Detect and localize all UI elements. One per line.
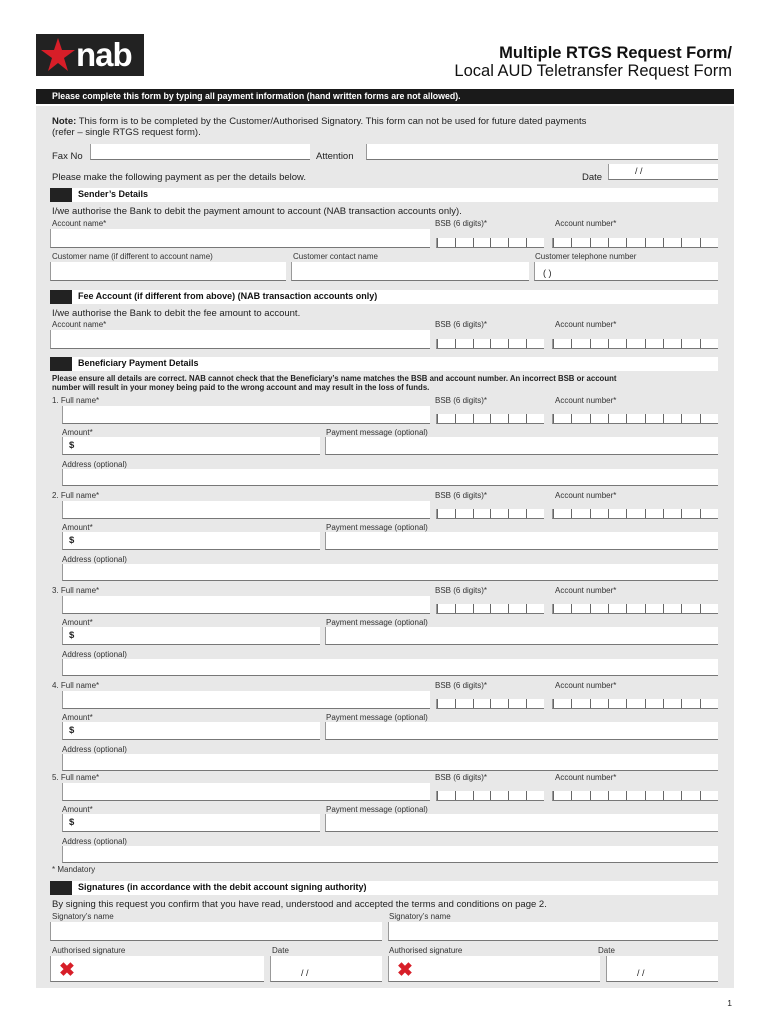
digit-cell — [437, 414, 455, 423]
note-label: Note: — [52, 116, 77, 127]
digit-cell — [508, 509, 526, 518]
beneficiary-1-bsb-label: BSB (6 digits)* — [435, 396, 488, 405]
date-label: Date — [582, 172, 603, 183]
beneficiary-5-account-number-input[interactable] — [552, 791, 718, 801]
sender-authorise: I/we authorise the Bank to debit the payment amount to account (NAB transaction accounts only). — [52, 206, 462, 217]
form-subtitle: Local AUD Teletransfer Request Form — [454, 62, 732, 80]
beneficiary-2-amount-input[interactable] — [62, 532, 320, 550]
digit-cell — [526, 699, 544, 708]
fee-account-number-input[interactable] — [552, 339, 718, 349]
beneficiary-4-full-name-input[interactable] — [62, 691, 430, 709]
digit-cell — [508, 791, 526, 800]
beneficiary-3-payment-message-input[interactable] — [325, 627, 718, 645]
beneficiary-3-account-number-input[interactable] — [552, 604, 718, 614]
telephone-label: Customer telephone number — [535, 252, 637, 261]
section-marker — [50, 881, 72, 895]
senders-details-heading — [50, 188, 718, 202]
signature-date-label-2: Date — [598, 946, 615, 955]
digit-cell — [553, 699, 571, 708]
digit-cell — [645, 699, 663, 708]
mandatory-note: * Mandatory — [52, 865, 96, 874]
contact-name-input[interactable] — [291, 262, 529, 281]
customer-name-label: Customer name (if different to account name) — [52, 252, 213, 261]
signatory-name-label-1: Signatory’s name — [52, 912, 114, 921]
beneficiary-2-amount-label: Amount* — [62, 523, 93, 532]
fee-authorise: I/we authorise the Bank to debit the fee amount to account. — [52, 308, 301, 319]
digit-cell — [437, 604, 455, 613]
digit-cell — [553, 509, 571, 518]
beneficiary-4-address-input[interactable] — [62, 754, 718, 771]
fax-input[interactable] — [90, 144, 310, 160]
digit-cell — [645, 791, 663, 800]
date-slashes: / / — [301, 968, 309, 978]
beneficiary-3-amount-label: Amount* — [62, 618, 93, 627]
digit-cell — [437, 699, 455, 708]
signature-date-input-1[interactable] — [270, 956, 382, 982]
digit-cell — [508, 699, 526, 708]
section-title: Signatures (in accordance with the debit account signing authority) — [78, 882, 367, 892]
sender-bsb-input[interactable] — [436, 238, 544, 248]
attention-label: Attention — [316, 151, 354, 162]
digit-cell — [571, 414, 589, 423]
sender-account-number-label: Account number* — [555, 219, 617, 228]
digit-cell — [681, 791, 699, 800]
digit-cell — [700, 604, 718, 613]
digit-cell — [473, 414, 491, 423]
signature-date-input-2[interactable] — [606, 956, 718, 982]
beneficiary-3-bsb-label: BSB (6 digits)* — [435, 586, 488, 595]
beneficiary-2-account-number-label: Account number* — [555, 491, 617, 500]
section-title: Fee Account (if different from above) (NAB transaction accounts only) — [78, 291, 378, 301]
digit-cell — [645, 604, 663, 613]
digit-cell — [700, 509, 718, 518]
beneficiary-2-address-input[interactable] — [62, 564, 718, 581]
digit-cell — [590, 604, 608, 613]
beneficiary-4-account-number-input[interactable] — [552, 699, 718, 709]
logo-wordmark: nab — [76, 36, 132, 73]
digit-cell — [490, 414, 508, 423]
beneficiary-1-address-label: Address (optional) — [62, 460, 127, 469]
beneficiary-2-bsb-label: BSB (6 digits)* — [435, 491, 488, 500]
beneficiary-4-full-name-label: 4. Full name* — [52, 681, 100, 690]
digit-cell — [700, 699, 718, 708]
currency-symbol: $ — [69, 630, 75, 641]
digit-cell — [626, 604, 644, 613]
authorised-signature-label-1: Authorised signature — [52, 946, 126, 955]
digit-cell — [590, 509, 608, 518]
digit-cell — [508, 604, 526, 613]
digit-cell — [681, 509, 699, 518]
beneficiary-5-address-label: Address (optional) — [62, 837, 127, 846]
beneficiary-1-payment-message-label: Payment message (optional) — [326, 428, 428, 437]
note-body-2: (refer – single RTGS request form). — [52, 127, 201, 138]
fee-account-name-input[interactable] — [50, 330, 430, 349]
digit-cell — [663, 509, 681, 518]
beneficiary-1-amount-label: Amount* — [62, 428, 93, 437]
authorised-signature-label-2: Authorised signature — [389, 946, 463, 955]
digit-cell — [473, 509, 491, 518]
digit-cell — [590, 414, 608, 423]
beneficiary-1-account-number-input[interactable] — [552, 414, 718, 424]
beneficiary-3-payment-message-label: Payment message (optional) — [326, 618, 428, 627]
digit-cell — [526, 414, 544, 423]
digit-cell — [681, 604, 699, 613]
sender-bsb-label: BSB (6 digits)* — [435, 219, 488, 228]
date-slashes: / / — [637, 968, 645, 978]
digit-cell — [645, 414, 663, 423]
digit-cell — [437, 791, 455, 800]
section-marker — [50, 357, 72, 371]
digit-cell — [608, 791, 626, 800]
signatory-name-label-2: Signatory’s name — [389, 912, 451, 921]
warning-line: Please ensure all details are correct. NAB cannot check that the Beneficiary’s name matches the BSB and account number. An incorrect BSB or account — [52, 374, 617, 383]
digit-cell — [553, 604, 571, 613]
digit-cell — [571, 509, 589, 518]
sender-account-name-label: Account name* — [52, 219, 107, 228]
date-input[interactable] — [608, 164, 718, 180]
digit-cell — [626, 414, 644, 423]
beneficiary-2-account-number-input[interactable] — [552, 509, 718, 519]
digit-cell — [700, 791, 718, 800]
beneficiary-5-full-name-label: 5. Full name* — [52, 773, 100, 782]
digit-cell — [508, 414, 526, 423]
sign-here-x-icon: ✖ — [59, 960, 75, 981]
digit-cell — [437, 509, 455, 518]
digit-cell — [553, 414, 571, 423]
digit-cell — [590, 791, 608, 800]
digit-cell — [526, 791, 544, 800]
beneficiary-1-full-name-input[interactable] — [62, 406, 430, 424]
warning-line: number will result in your money being paid to the wrong account and may result in the loss of funds. — [52, 383, 430, 392]
beneficiary-3-amount-input[interactable] — [62, 627, 320, 645]
beneficiary-heading — [50, 357, 718, 371]
digit-cell — [608, 699, 626, 708]
beneficiary-5-payment-message-label: Payment message (optional) — [326, 805, 428, 814]
fax-label: Fax No — [52, 151, 83, 162]
customer-name-input[interactable] — [50, 262, 286, 281]
beneficiary-2-bsb-input[interactable] — [436, 509, 544, 519]
digit-cell — [455, 509, 473, 518]
beneficiary-3-full-name-input[interactable] — [62, 596, 430, 614]
beneficiary-2-payment-message-label: Payment message (optional) — [326, 523, 428, 532]
fee-bsb-label: BSB (6 digits)* — [435, 320, 488, 329]
beneficiary-3-address-input[interactable] — [62, 659, 718, 676]
beneficiary-4-amount-label: Amount* — [62, 713, 93, 722]
phone-brackets: ( ) — [543, 268, 552, 278]
currency-symbol: $ — [69, 817, 75, 828]
beneficiary-2-address-label: Address (optional) — [62, 555, 127, 564]
digit-cell — [608, 604, 626, 613]
beneficiary-4-bsb-label: BSB (6 digits)* — [435, 681, 488, 690]
digit-cell — [681, 699, 699, 708]
signature-date-label-1: Date — [272, 946, 289, 955]
beneficiary-4-amount-input[interactable] — [62, 722, 320, 740]
sender-account-number-input[interactable] — [552, 238, 718, 248]
beneficiary-1-address-input[interactable] — [62, 469, 718, 486]
digit-cell — [571, 791, 589, 800]
beneficiary-1-amount-input[interactable] — [62, 437, 320, 455]
digit-cell — [490, 509, 508, 518]
digit-cell — [663, 414, 681, 423]
digit-cell — [608, 414, 626, 423]
digit-cell — [626, 509, 644, 518]
section-marker — [50, 290, 72, 304]
instruction-text: Please make the following payment as per the details below. — [52, 172, 307, 183]
beneficiary-3-account-number-label: Account number* — [555, 586, 617, 595]
beneficiary-2-payment-message-input[interactable] — [325, 532, 718, 550]
fee-account-name-label: Account name* — [52, 320, 107, 329]
digit-cell — [473, 699, 491, 708]
fee-bsb-input[interactable] — [436, 339, 544, 349]
digit-cell — [455, 414, 473, 423]
digit-cell — [663, 604, 681, 613]
beneficiary-4-address-label: Address (optional) — [62, 745, 127, 754]
beneficiary-3-bsb-input[interactable] — [436, 604, 544, 614]
beneficiary-5-bsb-input[interactable] — [436, 791, 544, 801]
instruction-banner: Please complete this form by typing all payment information (hand written forms are not allowed). — [36, 89, 734, 104]
beneficiary-5-address-input[interactable] — [62, 846, 718, 863]
digit-cell — [490, 604, 508, 613]
authorised-signature-input-1[interactable] — [50, 956, 264, 982]
digit-cell — [473, 604, 491, 613]
digit-cell — [700, 414, 718, 423]
sender-account-name-input[interactable] — [50, 229, 430, 248]
digit-cell — [663, 699, 681, 708]
section-title: Sender’s Details — [78, 189, 149, 199]
currency-symbol: $ — [69, 440, 75, 451]
beneficiary-5-full-name-input[interactable] — [62, 783, 430, 801]
beneficiary-5-amount-input[interactable] — [62, 814, 320, 832]
digit-cell — [455, 699, 473, 708]
digit-cell — [681, 414, 699, 423]
digit-cell — [571, 604, 589, 613]
signatures-confirm: By signing this request you confirm that you have read, understood and accepted the terms and conditions on page 2. — [52, 899, 547, 910]
beneficiary-warning — [52, 374, 712, 392]
signatory-name-input-2[interactable] — [388, 922, 718, 941]
digit-cell — [626, 699, 644, 708]
signatory-name-input-1[interactable] — [50, 922, 382, 941]
fee-account-number-label: Account number* — [555, 320, 617, 329]
digit-cell — [473, 791, 491, 800]
beneficiary-5-amount-label: Amount* — [62, 805, 93, 814]
beneficiary-5-payment-message-input[interactable] — [325, 814, 718, 832]
beneficiary-4-account-number-label: Account number* — [555, 681, 617, 690]
beneficiary-1-payment-message-input[interactable] — [325, 437, 718, 455]
signatures-heading — [50, 881, 718, 895]
authorised-signature-input-2[interactable] — [388, 956, 600, 982]
section-marker — [50, 188, 72, 202]
beneficiary-4-payment-message-input[interactable] — [325, 722, 718, 740]
attention-input[interactable] — [366, 144, 718, 160]
digit-cell — [455, 791, 473, 800]
digit-cell — [590, 699, 608, 708]
beneficiary-5-bsb-label: BSB (6 digits)* — [435, 773, 488, 782]
sign-here-x-icon: ✖ — [397, 960, 413, 981]
digit-cell — [455, 604, 473, 613]
star-icon — [38, 35, 78, 75]
digit-cell — [526, 604, 544, 613]
beneficiary-3-address-label: Address (optional) — [62, 650, 127, 659]
section-title: Beneficiary Payment Details — [78, 358, 199, 368]
digit-cell — [608, 509, 626, 518]
beneficiary-1-full-name-label: 1. Full name* — [52, 396, 100, 405]
date-slashes: / / — [635, 166, 643, 176]
currency-symbol: $ — [69, 535, 75, 546]
telephone-input[interactable] — [534, 262, 718, 281]
contact-name-label: Customer contact name — [293, 252, 378, 261]
form-title: Multiple RTGS Request Form/ — [499, 44, 732, 62]
digit-cell — [645, 509, 663, 518]
beneficiary-2-full-name-label: 2. Full name* — [52, 491, 100, 500]
fee-account-heading — [50, 290, 718, 304]
beneficiary-2-full-name-input[interactable] — [62, 501, 430, 519]
note-text — [52, 116, 712, 138]
digit-cell — [571, 699, 589, 708]
beneficiary-5-account-number-label: Account number* — [555, 773, 617, 782]
digit-cell — [553, 791, 571, 800]
digit-cell — [626, 791, 644, 800]
beneficiary-4-payment-message-label: Payment message (optional) — [326, 713, 428, 722]
note-body: This form is to be completed by the Customer/Authorised Signatory. This form can not be used for future dated payments — [76, 116, 587, 127]
beneficiary-1-account-number-label: Account number* — [555, 396, 617, 405]
beneficiary-3-full-name-label: 3. Full name* — [52, 586, 100, 595]
digit-cell — [490, 791, 508, 800]
beneficiary-4-bsb-input[interactable] — [436, 699, 544, 709]
page-number: 1 — [727, 998, 732, 1008]
beneficiary-1-bsb-input[interactable] — [436, 414, 544, 424]
digit-cell — [490, 699, 508, 708]
currency-symbol: $ — [69, 725, 75, 736]
digit-cell — [526, 509, 544, 518]
digit-cell — [663, 791, 681, 800]
nab-logo — [36, 34, 144, 76]
